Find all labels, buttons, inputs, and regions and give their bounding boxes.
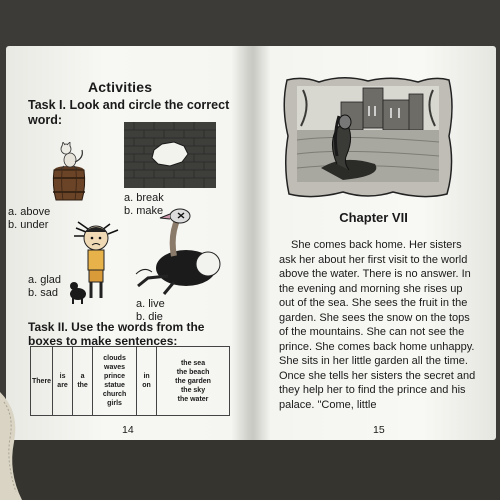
table-surface — [0, 440, 500, 500]
hole-in-wall-picture — [124, 122, 216, 188]
word-cell-verb: is are — [53, 347, 73, 416]
word-cell-nouns: clouds waves prince statue church girls — [93, 347, 137, 416]
task1-heading: Task I. Look and circle the correct word: — [28, 98, 230, 127]
item1-option-a[interactable]: a. above — [8, 206, 51, 218]
ostrich-picture — [134, 206, 224, 298]
lace-ribbon — [0, 392, 30, 500]
activities-title: Activities — [88, 79, 153, 95]
item3-option-a[interactable]: a. glad — [28, 274, 62, 286]
book-spread — [6, 46, 496, 440]
item1-option-b[interactable]: b. under — [8, 219, 49, 231]
page-number-left: 14 — [122, 424, 134, 436]
task2-heading: Task II. Use the words from the boxes to make sentences: — [28, 320, 205, 348]
word-cell-places: the sea the beach the garden the sky the water — [157, 347, 230, 416]
cat-on-barrel-picture — [44, 142, 94, 202]
item4-option-b[interactable]: b. die — [136, 311, 163, 323]
word-cell-prepositions: in on — [137, 347, 157, 416]
right-page — [251, 46, 496, 440]
boy-with-dog-picture — [70, 220, 126, 306]
story-paragraph: She comes back home. Her sisters ask her about her first visit to the world above the water. There is no answer. In the evening and morning she rises up out of the sea. She sees the fruit in the garden. She sees the snow on the tops of the mountains. She can not see the prince. She comes back home unhappy. She sits in her little garden all the time. Once she tells her sisters the secret and they help her to find the prince and his palace. "Come, little — [279, 239, 476, 411]
mermaid-castle-illustration — [283, 76, 453, 198]
chapter-title: Chapter VII — [339, 210, 408, 225]
word-cell-article: a the — [73, 347, 93, 416]
item2-option-a[interactable]: a. break — [124, 192, 164, 204]
word-table — [30, 346, 230, 416]
left-page — [6, 46, 251, 440]
word-cell-there: There — [31, 347, 53, 416]
item2-option-b[interactable]: b. make — [124, 205, 164, 217]
item4-option-a[interactable]: a. live — [136, 298, 165, 310]
page-number-right: 15 — [373, 424, 385, 436]
item3-option-b[interactable]: b. sad — [28, 287, 58, 299]
